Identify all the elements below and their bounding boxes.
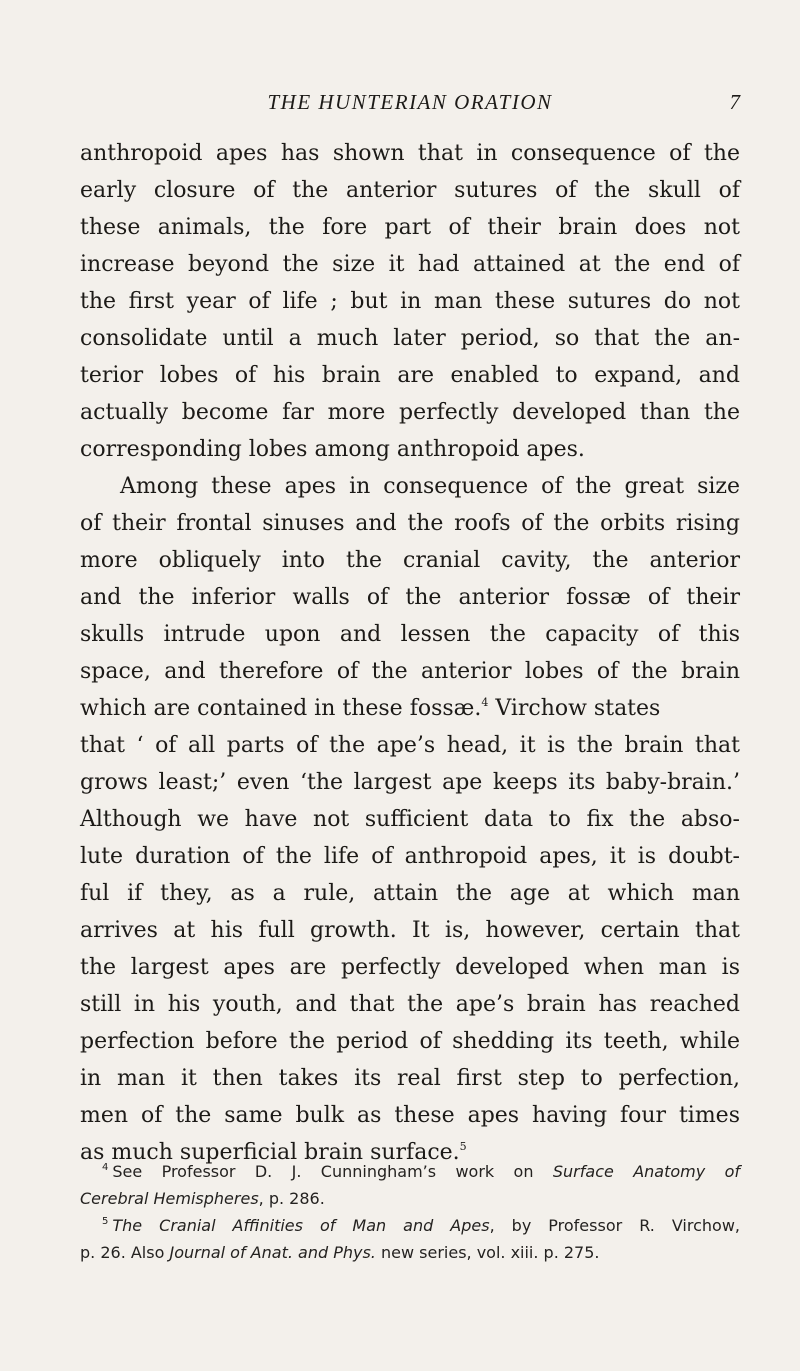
- footnotes: [80, 1158, 740, 1266]
- text-line: increase beyond the size it had attained at the end of: [80, 252, 740, 277]
- text-line: grows least;’ even ‘the largest ape keeps its baby-brain.’: [80, 770, 740, 795]
- footnote-5-line-2: [80, 1239, 740, 1266]
- footnote-5-line-1: [80, 1212, 740, 1239]
- text-line: space, and therefore of the anterior lobes of the brain: [80, 659, 740, 684]
- footnote-journal-title: Journal of Anat. and Phys.: [169, 1243, 376, 1262]
- text-line: the largest apes are perfectly developed when man is: [80, 955, 740, 980]
- text-line: still in his youth, and that the ape’s brain has reached: [80, 992, 740, 1017]
- text-line: arrives at his full growth. It is, however, certain that: [80, 918, 740, 943]
- text-line: that ‘ of all parts of the ape’s head, it is the brain that: [80, 733, 740, 758]
- footnote-4-line-1: [80, 1158, 740, 1185]
- footnote-ref-5: 5: [459, 1140, 467, 1153]
- text-line: consolidate until a much later period, so that the an-: [80, 326, 740, 351]
- footnote-ref-4: 4: [481, 696, 489, 709]
- running-title: THE HUNTERIAN ORATION: [267, 90, 553, 114]
- text-line: ful if they, as a rule, attain the age at which man: [80, 881, 740, 906]
- text-line: Among these apes in consequence of the great size: [120, 474, 740, 499]
- text-line: anthropoid apes has shown that in consequence of the: [80, 141, 740, 166]
- text-line: lute duration of the life of anthropoid apes, it is doubt-: [80, 844, 740, 869]
- footnote-marker-4: 4: [102, 1162, 109, 1173]
- body-text: [80, 135, 740, 1171]
- text-segment: Virchow states: [488, 696, 661, 721]
- footnote-text: , by Professor R. Virchow,: [489, 1216, 741, 1235]
- text-line: Although we have not sufficient data to fix the abso-: [80, 807, 740, 832]
- footnote-text: , p. 286.: [258, 1189, 325, 1208]
- footnote-4-line-2: [80, 1185, 740, 1212]
- page-number: 7: [729, 90, 740, 114]
- text-line: perfection before the period of shedding its teeth, while: [80, 1029, 740, 1054]
- footnote-book-title: Cerebral Hemispheres: [80, 1189, 259, 1208]
- footnote-text: new series, vol. xiii. p. 275.: [380, 1243, 600, 1262]
- text-line: more obliquely into the cranial cavity, the anterior: [80, 548, 740, 573]
- text-segment: which are contained in these fossæ.: [80, 696, 482, 721]
- text-line: in man it then takes its real first step to perfection,: [80, 1066, 740, 1091]
- text-line: terior lobes of his brain are enabled to expand, and: [80, 363, 740, 388]
- text-line-with-footnote: [80, 690, 740, 727]
- text-line: actually become far more perfectly developed than the: [80, 400, 740, 425]
- text-line: corresponding lobes among anthropoid apes.: [80, 437, 585, 462]
- footnote-marker-5: 5: [102, 1216, 109, 1227]
- text-segment: as much superficial brain surface.: [80, 1140, 460, 1165]
- footnote-text: p. 26. Also: [80, 1243, 165, 1262]
- text-line: early closure of the anterior sutures of the skull of: [80, 178, 740, 203]
- text-line: men of the same bulk as these apes having four times: [80, 1103, 740, 1128]
- text-line: these animals, the fore part of their brain does not: [80, 215, 740, 240]
- text-line: skulls intrude upon and lessen the capacity of this: [80, 622, 740, 647]
- page-header: [80, 86, 740, 116]
- text-line: the first year of life ; but in man these sutures do not: [80, 289, 740, 314]
- footnote-book-title: Surface Anatomy of: [552, 1162, 740, 1181]
- text-line: of their frontal sinuses and the roofs of the orbits rising: [80, 511, 740, 536]
- text-line: and the inferior walls of the anterior fossæ of their: [80, 585, 740, 610]
- footnote-text: See Professor D. J. Cunningham’s work on: [112, 1162, 534, 1181]
- footnote-book-title: The Cranial Affinities of Man and Apes: [112, 1216, 490, 1235]
